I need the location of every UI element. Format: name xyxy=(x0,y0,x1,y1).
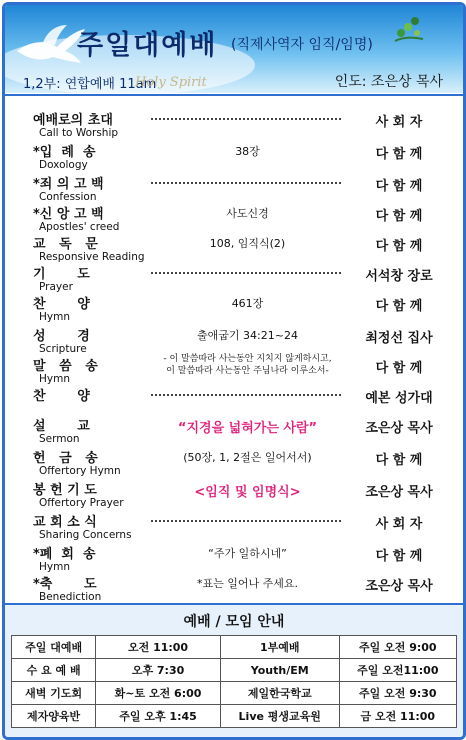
order-item-leader: 다 함 께 xyxy=(375,147,423,162)
order-item-korean: 기 도 xyxy=(33,267,90,282)
dotted-leader xyxy=(151,118,341,120)
order-item-korean: *축 도 xyxy=(33,577,97,592)
order-item-korean: *입 례 송 xyxy=(33,145,96,160)
order-item-detail: (50장, 1, 2절은 일어서서) xyxy=(150,449,345,465)
schedule-row xyxy=(12,705,457,728)
order-row xyxy=(5,447,463,481)
schedule-cell: 오후 7:30 xyxy=(96,659,221,682)
order-item-korean: 봉 헌 기 도 xyxy=(33,483,97,498)
schedule-cell: 제자양육반 xyxy=(12,705,96,728)
bulletin-frame xyxy=(2,2,466,740)
order-item-english: Doxology xyxy=(39,159,88,171)
order-item-detail: - 이 말씀따라 사는동안 지치지 않게하시고, 이 말씀따라 사는동안 주님나라 이루소서- xyxy=(150,353,345,377)
service-time: 1,2부: 연합예배 11am xyxy=(23,77,157,92)
order-item-detail: 108, 임직식(2) xyxy=(150,235,345,251)
order-item-leader: 다 함 께 xyxy=(375,453,423,468)
order-item-korean: 설 교 xyxy=(33,419,90,434)
order-item-detail: “주가 일하시네” xyxy=(150,545,345,561)
order-item-leader: 다 함 께 xyxy=(375,361,423,376)
order-row xyxy=(5,263,463,297)
schedule-title: 예배 / 모임 안내 xyxy=(183,614,285,630)
order-item-english: Scripture xyxy=(39,343,87,355)
order-item-korean: *폐 회 송 xyxy=(33,547,96,562)
order-item-english: Responsive Reading xyxy=(39,251,145,263)
order-item-leader: 다 함 께 xyxy=(375,239,423,254)
order-item-korean: 찬 양 xyxy=(33,297,90,312)
schedule-table xyxy=(11,635,457,728)
order-item-leader: 조은상 목사 xyxy=(365,421,433,436)
schedule-cell: 새벽 기도회 xyxy=(12,682,96,705)
schedule-cell: 주일 오전11:00 xyxy=(339,659,456,682)
order-item-english: Call to Worship xyxy=(39,127,119,139)
order-item-english: Sharing Concerns xyxy=(39,529,132,541)
schedule-row xyxy=(12,659,457,682)
leader-label: 인도: 조은상 목사 xyxy=(334,74,443,90)
order-item-english: Benediction xyxy=(39,591,102,603)
schedule-cell: 주일 대예배 xyxy=(12,636,96,659)
order-item-korean: 예배로의 초대 xyxy=(33,113,113,128)
order-item-detail: <임직 및 임명식> xyxy=(150,481,345,500)
order-item-korean: 성 경 xyxy=(33,329,90,344)
order-row xyxy=(5,233,463,267)
order-item-english: Offertory Hymn xyxy=(39,465,121,477)
order-item-english: Apostles' creed xyxy=(39,221,120,233)
order-row xyxy=(5,511,463,545)
order-row xyxy=(5,109,463,143)
schedule-cell: 수 요 예 배 xyxy=(12,659,96,682)
order-item-korean: 헌 금 송 xyxy=(33,451,98,466)
schedule-cell: 오전 11:00 xyxy=(96,636,221,659)
order-row xyxy=(5,385,463,419)
order-item-korean: 찬 양 xyxy=(33,389,90,404)
order-item-english: Hymn xyxy=(39,311,70,323)
schedule-cell: 제일한국학교 xyxy=(220,682,339,705)
order-item-detail: 461장 xyxy=(150,295,345,311)
schedule-section xyxy=(5,603,463,739)
order-item-korean: 교 독 문 xyxy=(33,237,98,252)
order-item-english: Hymn xyxy=(39,373,70,385)
order-item-korean: 말 씀 송 xyxy=(33,359,98,374)
header xyxy=(5,5,463,93)
schedule-cell: Live 평생교육원 xyxy=(220,705,339,728)
schedule-row xyxy=(12,636,457,659)
order-item-english: Offertory Prayer xyxy=(39,497,124,509)
order-item-korean: 교 회 소 식 xyxy=(33,515,97,530)
order-item-leader: 다 함 께 xyxy=(375,549,423,564)
order-item-english: Confession xyxy=(39,191,97,203)
order-row xyxy=(5,141,463,175)
schedule-cell: 화~토 오전 6:00 xyxy=(96,682,221,705)
schedule-cell: 금 오전 11:00 xyxy=(339,705,456,728)
order-item-english: Prayer xyxy=(39,281,73,293)
order-row xyxy=(5,479,463,513)
page-subtitle: (직제사역자 임직/임명) xyxy=(231,37,373,53)
order-item-leader: 사 회 자 xyxy=(375,115,423,130)
page-title: 주일대예배 xyxy=(77,30,218,61)
church-logo-icon xyxy=(391,13,425,43)
order-item-detail: 사도신경 xyxy=(150,205,345,221)
order-row xyxy=(5,293,463,327)
order-item-detail: “지경을 넓혀가는 사람” xyxy=(150,417,345,436)
dotted-leader xyxy=(151,182,341,184)
dotted-leader xyxy=(151,272,341,274)
order-row xyxy=(5,543,463,577)
dotted-leader xyxy=(151,394,341,396)
order-item-detail: *표는 일어나 주세요. xyxy=(150,575,345,591)
order-item-leader: 예본 성가대 xyxy=(365,391,433,406)
order-item-leader: 서석창 장로 xyxy=(365,269,433,284)
order-item-leader: 사 회 자 xyxy=(375,517,423,532)
schedule-cell: 주일 오전 9:30 xyxy=(339,682,456,705)
script-watermark: Holy Spirit xyxy=(135,75,207,90)
order-item-leader: 조은상 목사 xyxy=(365,579,433,594)
order-item-leader: 다 함 께 xyxy=(375,299,423,314)
order-row xyxy=(5,203,463,237)
schedule-cell: Youth/EM xyxy=(220,659,339,682)
dotted-leader xyxy=(151,520,341,522)
order-item-korean: *신 앙 고 백 xyxy=(33,207,104,222)
order-of-worship xyxy=(5,97,463,601)
order-row xyxy=(5,173,463,207)
order-item-detail: 출애굽기 34:21~24 xyxy=(150,327,345,343)
order-item-leader: 다 함 께 xyxy=(375,209,423,224)
order-item-english: Hymn xyxy=(39,561,70,573)
order-item-leader: 최정선 집사 xyxy=(365,331,433,346)
schedule-cell: 주일 오전 9:00 xyxy=(339,636,456,659)
order-item-leader: 조은상 목사 xyxy=(365,485,433,500)
order-item-korean: *죄 의 고 백 xyxy=(33,177,104,192)
schedule-row xyxy=(12,682,457,705)
order-row xyxy=(5,573,463,607)
header-divider xyxy=(5,94,463,96)
order-item-english: Sermon xyxy=(39,433,80,445)
schedule-cell: 1부예배 xyxy=(220,636,339,659)
order-item-detail: 38장 xyxy=(150,143,345,159)
order-row xyxy=(5,415,463,449)
order-item-leader: 다 함 께 xyxy=(375,179,423,194)
schedule-cell: 주일 오후 1:45 xyxy=(96,705,221,728)
order-row xyxy=(5,355,463,389)
